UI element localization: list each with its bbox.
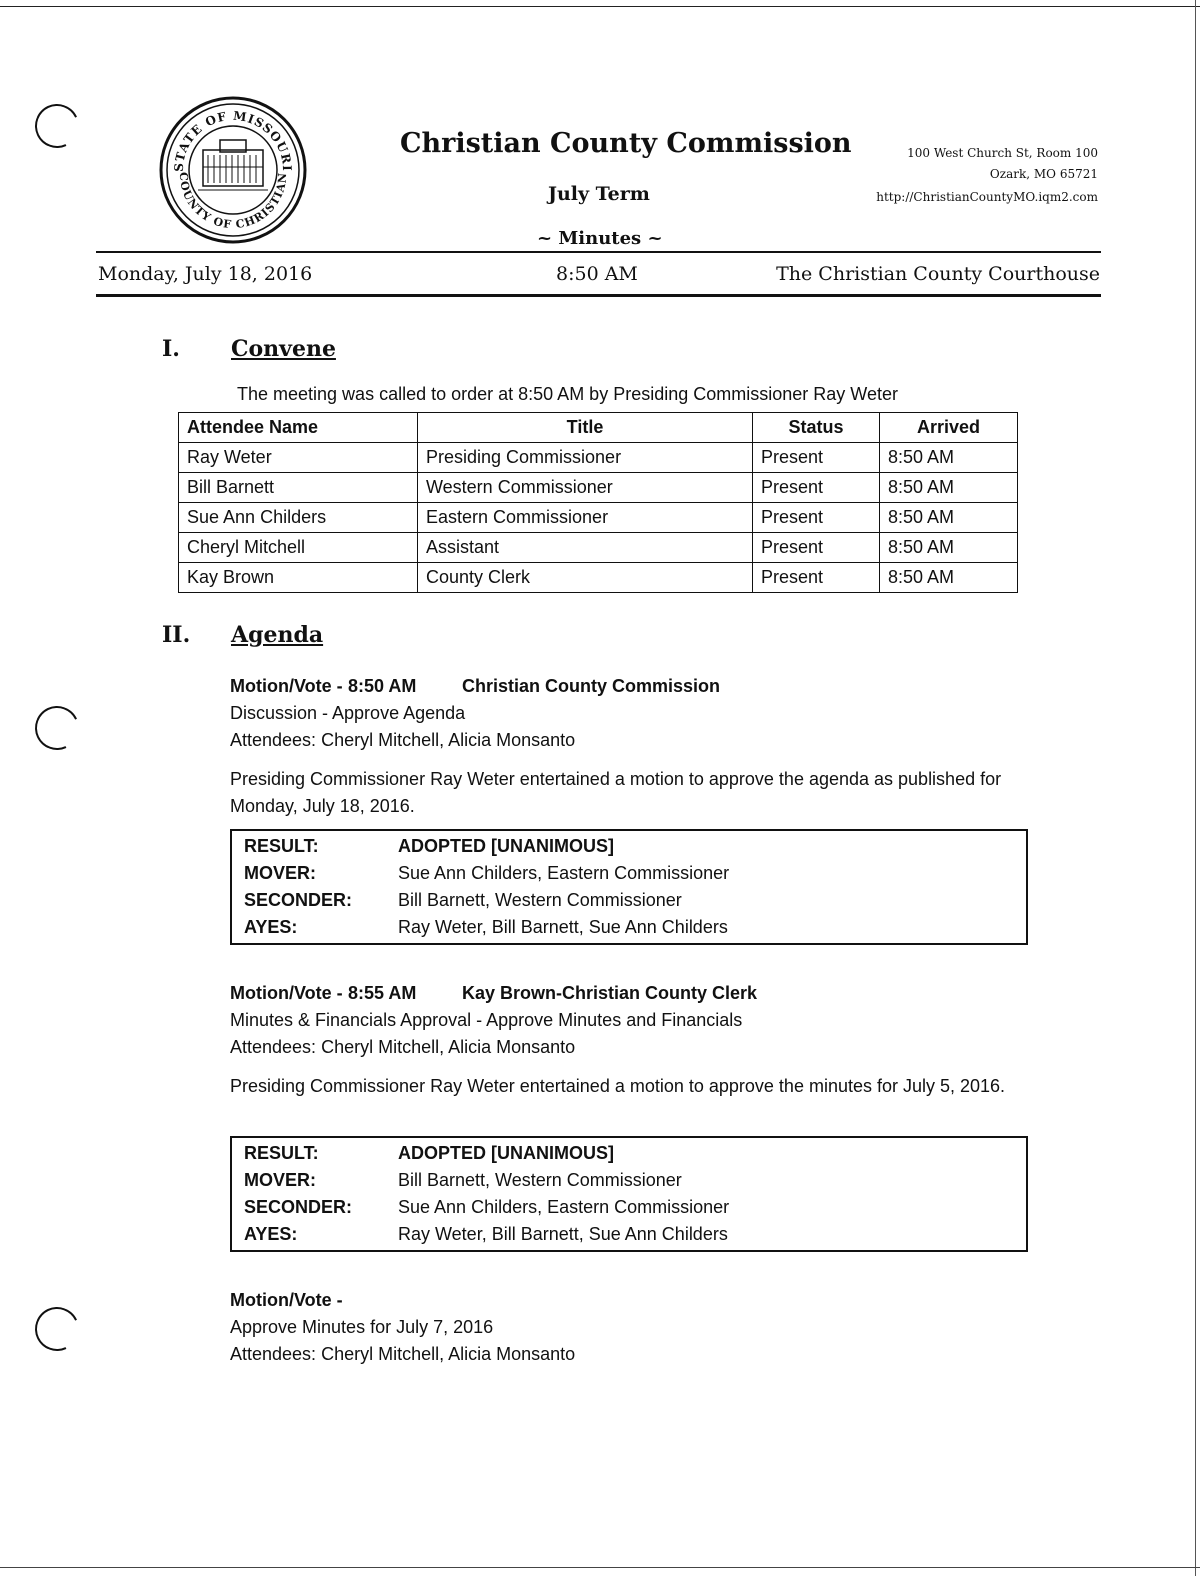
attendee-title: County Clerk (418, 563, 753, 593)
website-link[interactable]: http://ChristianCountyMO.iqm2.com (876, 190, 1098, 204)
column-header: Status (753, 413, 880, 443)
seconder-value: Sue Ann Childers, Eastern Commissioner (398, 1197, 730, 1217)
section-title-agenda: Agenda (231, 622, 324, 648)
result-row (232, 833, 1026, 860)
result-value: ADOPTED [UNANIMOUS] (398, 1143, 614, 1163)
attendee-title: Western Commissioner (418, 473, 753, 503)
motion-attendees: Attendees: Cheryl Mitchell, Alicia Monsanto (230, 730, 576, 750)
motion-type: Motion/Vote - (230, 676, 343, 696)
mover-label: MOVER: (244, 863, 316, 883)
attendance-table (178, 412, 1018, 593)
mover-row (232, 860, 1026, 887)
header-rule-bottom (96, 294, 1101, 297)
attendee-name: Ray Weter (179, 443, 418, 473)
attendee-arrived: 8:50 AM (880, 563, 1018, 593)
motion-time: 8:55 AM (348, 983, 417, 1003)
punch-hole-bottom (29, 1301, 85, 1357)
motion-body: Christian County Commission (462, 676, 721, 696)
seconder-label: SECONDER: (244, 1197, 353, 1217)
result-row (232, 1140, 1026, 1167)
motion-attendees: Attendees: Cheryl Mitchell, Alicia Monsanto (230, 1344, 576, 1364)
attendee-status: Present (753, 563, 880, 593)
page-right-edge (1195, 0, 1196, 1576)
seconder-row (232, 887, 1026, 914)
attendee-arrived: 8:50 AM (880, 533, 1018, 563)
attendee-arrived: 8:50 AM (880, 473, 1018, 503)
attendee-status: Present (753, 443, 880, 473)
ayes-label: AYES: (244, 1224, 298, 1244)
attendee-status: Present (753, 473, 880, 503)
column-header: Title (418, 413, 753, 443)
commission-title: Christian County Commission (400, 128, 852, 159)
attendee-title: Presiding Commissioner (418, 443, 753, 473)
seconder-label: SECONDER: (244, 890, 353, 910)
mover-row (232, 1167, 1026, 1194)
section-title-convene: Convene (231, 336, 336, 362)
result-label: RESULT: (244, 836, 319, 856)
column-header: Arrived (880, 413, 1018, 443)
motion-type: Motion/Vote - (230, 983, 343, 1003)
result-value: ADOPTED [UNANIMOUS] (398, 836, 614, 856)
section-number-agenda: II. (162, 622, 191, 648)
meeting-location: The Christian County Courthouse (776, 263, 1100, 285)
motion-type: Motion/Vote - (230, 1290, 343, 1310)
attendee-title: Assistant (418, 533, 753, 563)
table-row (179, 563, 1018, 593)
motion-text: Presiding Commissioner Ray Weter entertained a motion to approve the minutes for July 5, 2016. (230, 1076, 1006, 1096)
attendee-name: Cheryl Mitchell (179, 533, 418, 563)
address-line-1: 100 West Church St, Room 100 (907, 146, 1098, 160)
page-top-edge (0, 6, 1200, 7)
motion-heading (230, 1290, 343, 1311)
ayes-value: Ray Weter, Bill Barnett, Sue Ann Childers (398, 917, 728, 937)
meeting-time: 8:50 AM (556, 263, 638, 285)
column-header: Attendee Name (179, 413, 418, 443)
motion-result-box (230, 1136, 1028, 1252)
attendee-arrived: 8:50 AM (880, 503, 1018, 533)
motion-result-box (230, 829, 1028, 945)
ayes-row (232, 1221, 1026, 1248)
table-header-row (179, 413, 1018, 443)
term-label: July Term (548, 183, 650, 205)
ayes-label: AYES: (244, 917, 298, 937)
table-row (179, 533, 1018, 563)
header-rule-top (96, 251, 1101, 253)
minutes-label: ~ Minutes ~ (537, 228, 663, 249)
attendee-name: Kay Brown (179, 563, 418, 593)
mover-label: MOVER: (244, 1170, 316, 1190)
motion-heading (230, 983, 757, 1004)
meeting-date: Monday, July 18, 2016 (98, 263, 313, 285)
seconder-row (232, 1194, 1026, 1221)
punch-hole-top (29, 98, 85, 154)
section-number-convene: I. (162, 336, 180, 362)
motion-subject: Discussion - Approve Agenda (230, 703, 466, 723)
motion-subject: Minutes & Financials Approval - Approve Minutes and Financials (230, 1010, 743, 1030)
called-to-order-text: The meeting was called to order at 8:50 AM by Presiding Commissioner Ray Weter (237, 384, 898, 404)
svg-text:COUNTY OF CHRISTIAN: COUNTY OF CHRISTIAN (176, 171, 290, 232)
attendee-arrived: 8:50 AM (880, 443, 1018, 473)
ayes-row (232, 914, 1026, 941)
ayes-value: Ray Weter, Bill Barnett, Sue Ann Childers (398, 1224, 728, 1244)
motion-text: Presiding Commissioner Ray Weter entertained a motion to approve the agenda as published for Monday, July 18, 2016. (230, 769, 1002, 816)
county-seal-logo (158, 95, 308, 245)
motion-subject: Approve Minutes for July 7, 2016 (230, 1317, 494, 1337)
page-bottom-edge (0, 1567, 1200, 1568)
table-row (179, 503, 1018, 533)
attendee-name: Bill Barnett (179, 473, 418, 503)
attendee-status: Present (753, 533, 880, 563)
attendee-status: Present (753, 503, 880, 533)
result-label: RESULT: (244, 1143, 319, 1163)
punch-hole-middle (29, 700, 85, 756)
table-row (179, 443, 1018, 473)
table-row (179, 473, 1018, 503)
address-line-2: Ozark, MO 65721 (989, 167, 1098, 181)
mover-value: Bill Barnett, Western Commissioner (398, 1170, 682, 1190)
attendee-name: Sue Ann Childers (179, 503, 418, 533)
svg-text:STATE OF MISSOURI: STATE OF MISSOURI (171, 108, 295, 173)
attendee-title: Eastern Commissioner (418, 503, 753, 533)
seconder-value: Bill Barnett, Western Commissioner (398, 890, 682, 910)
motion-body: Kay Brown-Christian County Clerk (462, 983, 758, 1003)
motion-time: 8:50 AM (348, 676, 417, 696)
motion-heading (230, 676, 720, 697)
mover-value: Sue Ann Childers, Eastern Commissioner (398, 863, 730, 883)
motion-attendees: Attendees: Cheryl Mitchell, Alicia Monsanto (230, 1037, 576, 1057)
